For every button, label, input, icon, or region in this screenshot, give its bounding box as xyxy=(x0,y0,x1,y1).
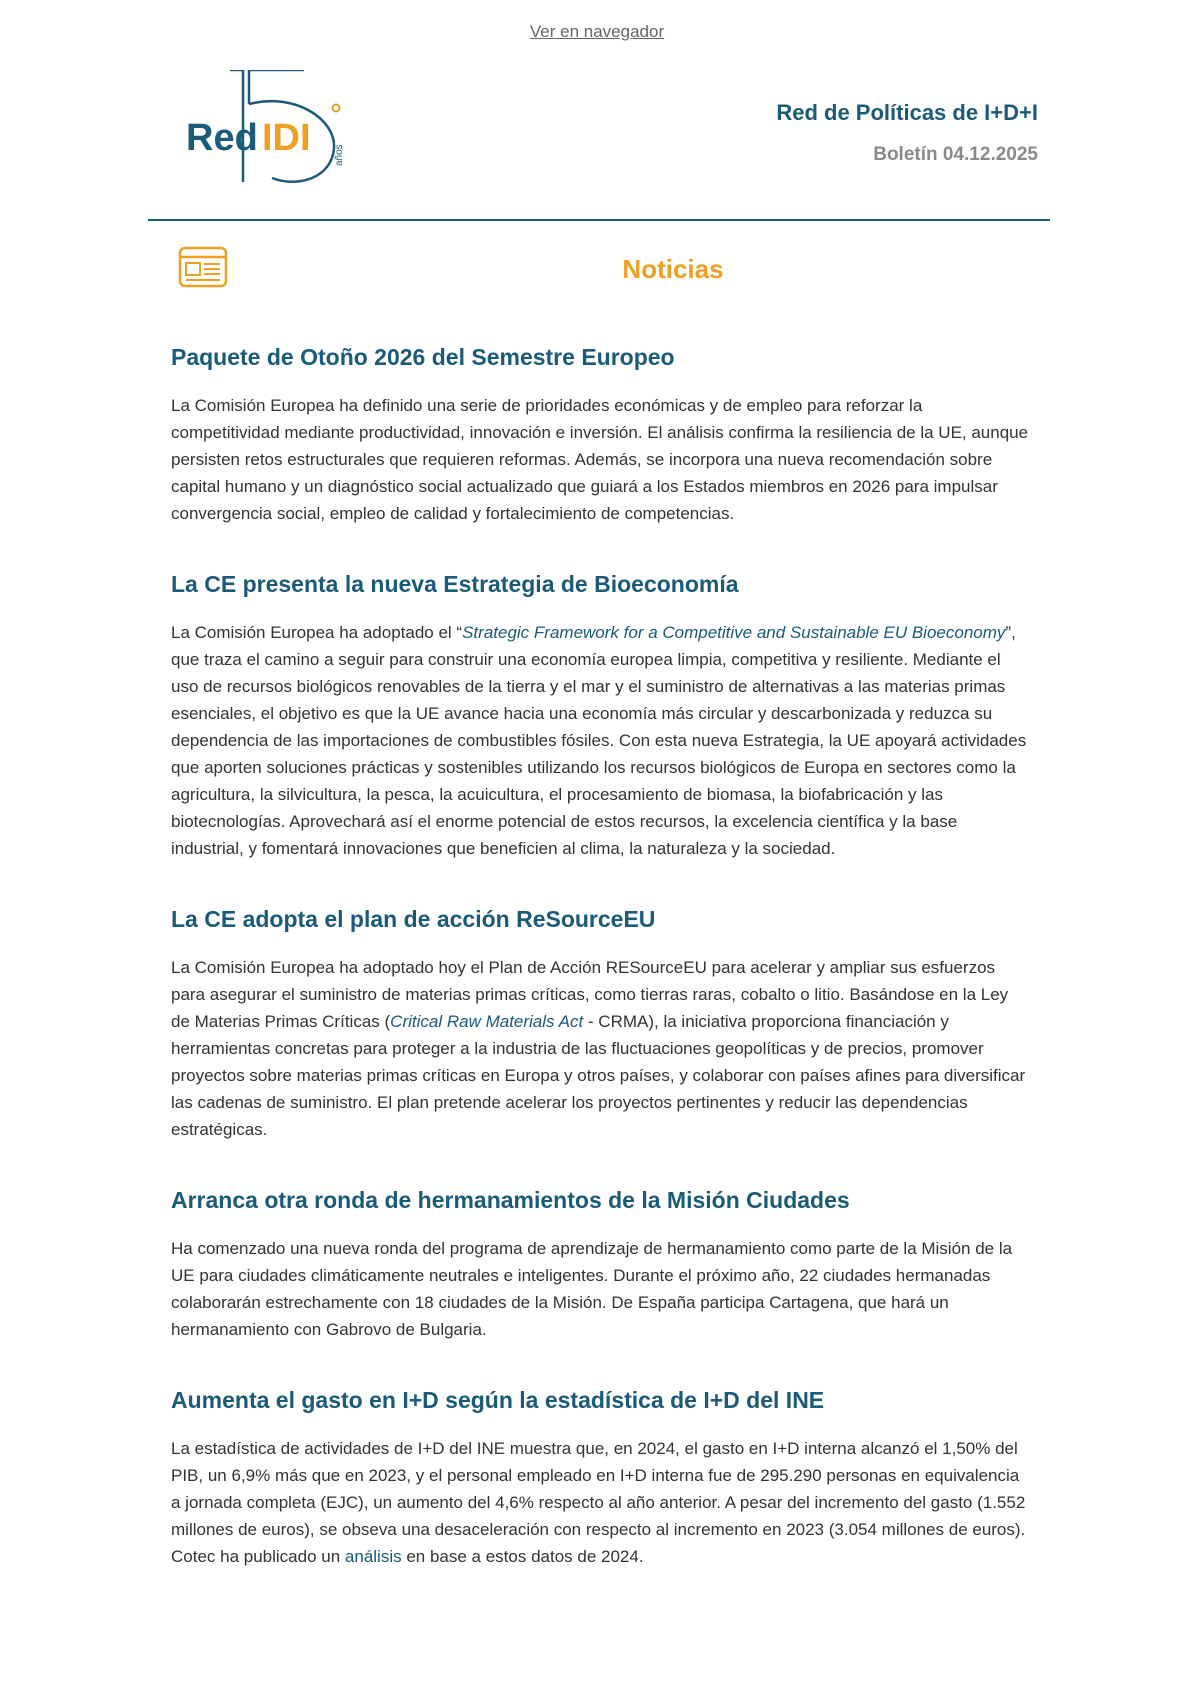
logo-graphic xyxy=(186,70,356,200)
logo-text-idi: IDI xyxy=(262,117,311,159)
article xyxy=(171,569,1031,862)
bioeconomy-framework-link[interactable]: Strategic Framework for a Competitive and Sustainable EU Bioeconomy xyxy=(462,623,1006,642)
article-title[interactable]: Arranca otra ronda de hermanamientos de la Misión Ciudades xyxy=(171,1187,850,1213)
news-section-header xyxy=(148,240,1050,300)
article-body-text: La estadística de actividades de I+D del INE muestra que, en 2024, el gasto en I+D interna alcanzó el 1,50% del PIB, un 6,9% más que en 2023, y el personal empleado en I+D interna fue de 295.290 personas en equivalencia a jornada completa (EJC), un aumento del 4,6% respecto al año anterior. A pesar del incremento del gasto (1.552 millones de euros), se obseva una desaceleración con respecto al incremento en 2023 (3.054 millones de euros). Cotec ha publicado un xyxy=(171,1439,1026,1566)
logo-text-years: años xyxy=(334,144,345,166)
article xyxy=(171,1385,1031,1570)
article-body: La Comisión Europea ha definido una serie de prioridades económicas y de empleo para reforzar la competitividad mediante productividad, innovación e inversión. El análisis confirma la resiliencia de la UE, aunque persisten retos estructurales que requieren reformas. Además, se incorpora una nueva recomendación sobre capital humano y un diagnóstico social actualizado que guiará a los Estados miembros en 2026 para impulsar convergencia social, empleo de calidad y fortalecimiento de competencias. xyxy=(171,396,1029,523)
article-body-text: La Comisión Europea ha adoptado el “ xyxy=(171,623,463,642)
article-body xyxy=(171,954,1031,1143)
article-body-text: La Comisión Europea ha adoptado hoy el Plan de Acción RESourceEU para acelerar y ampliar sus esfuerzos para asegurar el suministro de materias primas críticas, como tierras raras, cobalto o litio. Basándose en la Ley de Materias Primas Críticas ( xyxy=(171,958,1009,1031)
crma-link[interactable]: Critical Raw Materials Act xyxy=(390,1012,584,1031)
article-title[interactable]: Paquete de Otoño 2026 del Semestre Europeo xyxy=(171,344,675,370)
article-title[interactable]: La CE adopta el plan de acción ReSourceEU xyxy=(171,906,656,932)
article-body-text: - CRMA), la iniciativa proporciona financiación y herramientas concretas para proteger a la industria de las fluctuaciones geopolíticas y de precios, promover proyectos sobre materias primas críticas en Europa y otros países, y colaborar con países afines para diversificar las cadenas de suministro. El plan pretende acelerar los proyectos pertinentes y reducir las dependencias estratégicas. xyxy=(171,1012,1026,1139)
article-title[interactable]: La CE presenta la nueva Estrategia de Bioeconomía xyxy=(171,571,739,597)
article-body-text: ”, que traza el camino a seguir para construir una economía europea limpia, competitiva y resiliente. Mediante el uso de recursos biológicos renovables de la tierra y el mar y el suministro de alternativas a las materias primas esenciales, el objetivo es que la UE avance hacia una economía más circular y descarbonizada y reduzca su dependencia de las importaciones de combustibles fósiles. Con esta nueva Estrategia, la UE apoyará actividades que aporten soluciones prácticas y sostenibles utilizando los recursos biológicos de Europa en sectores como la agricultura, la silvicultura, la pesca, la acuicultura, el procesamiento de biomasa, la biofabricación y las biotecnologías. Aprovechará así el enorme potencial de estos recursos, la excelencia científica y la base industrial, y fomentará innovaciones que beneficien al clima, la naturaleza y la sociedad. xyxy=(171,623,1027,858)
header-divider xyxy=(148,219,1050,221)
header xyxy=(148,70,1050,220)
article xyxy=(171,342,1031,527)
view-in-browser-link[interactable]: Ver en navegador xyxy=(529,22,665,41)
article-body-text: en base a estos datos de 2024. xyxy=(401,1547,644,1566)
article-body: Ha comenzado una nueva ronda del programa de aprendizaje de hermanamiento como parte de la Misión de la UE para ciudades climáticamente neutrales e inteligentes. Durante el próximo año, 22 ciudades hermanadas colaborarán estrechamente con 18 ciudades de la Misión. De España participa Cartagena, que hará un hermanamiento con Gabrovo de Bulgaria. xyxy=(171,1239,1013,1339)
article xyxy=(171,904,1031,1143)
article xyxy=(171,1185,1031,1343)
article-body xyxy=(171,1435,1031,1570)
articles-list xyxy=(171,342,1031,1612)
article-body xyxy=(171,619,1031,862)
analysis-link[interactable]: análisis xyxy=(344,1547,402,1566)
redidi-logo[interactable] xyxy=(186,70,356,200)
logo-text-red: Red xyxy=(186,117,258,159)
section-title: Noticias xyxy=(622,254,724,284)
bulletin-date: Boletín 04.12.2025 xyxy=(873,144,1038,165)
article-title[interactable]: Aumenta el gasto en I+D según la estadística de I+D del INE xyxy=(171,1387,825,1413)
network-title: Red de Políticas de I+D+I xyxy=(776,100,1038,125)
